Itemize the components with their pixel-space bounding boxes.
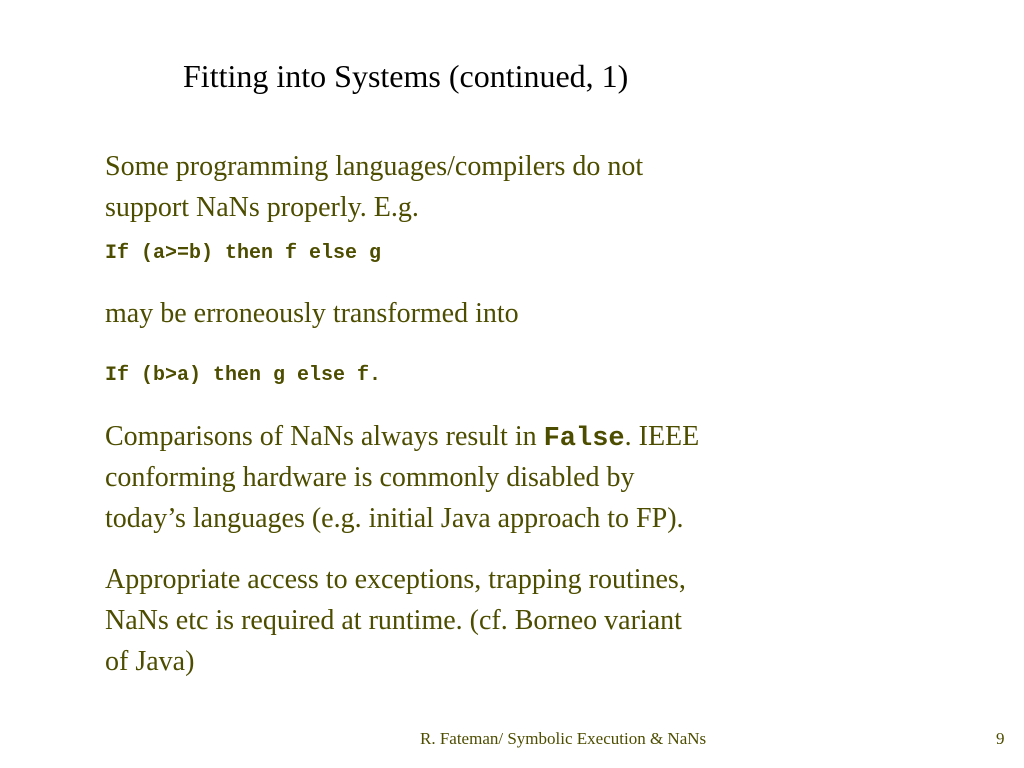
false-keyword: False — [543, 424, 625, 454]
code-example-2-text: If (b>a) then g else f — [105, 364, 370, 387]
slide-title: Fitting into Systems (continued, 1) — [183, 58, 629, 94]
footer-text: R. Fateman/ Symbolic Execution & NaNs — [420, 729, 707, 748]
page-number: 9 — [996, 729, 1005, 748]
paragraph-4-line-2: NaNs etc is required at runtime. (cf. Borneo variant — [105, 605, 682, 636]
paragraph-3-line-3: today’s languages (e.g. initial Java approach to FP). — [105, 503, 684, 534]
paragraph-4-line-1: Appropriate access to exceptions, trapping routines, — [105, 564, 686, 595]
paragraph-3-text-end: . IEEE — [624, 421, 700, 452]
code-example-2 — [105, 364, 381, 387]
code-example-1: If (a>=b) then f else g — [105, 242, 382, 265]
paragraph-3-text-start: Comparisons of NaNs always result in — [105, 421, 544, 452]
paragraph-4-line-3: of Java) — [105, 646, 195, 677]
paragraph-3-line-1 — [105, 416, 699, 460]
paragraph-3-line-2: conforming hardware is commonly disabled by — [105, 462, 635, 493]
paragraph-1-line-2: support NaNs properly. E.g. — [105, 192, 419, 223]
code-example-2-period: . — [369, 364, 382, 387]
paragraph-1-line-1: Some programming languages/compilers do not — [105, 151, 644, 182]
paragraph-2: may be erroneously transformed into — [105, 298, 519, 329]
